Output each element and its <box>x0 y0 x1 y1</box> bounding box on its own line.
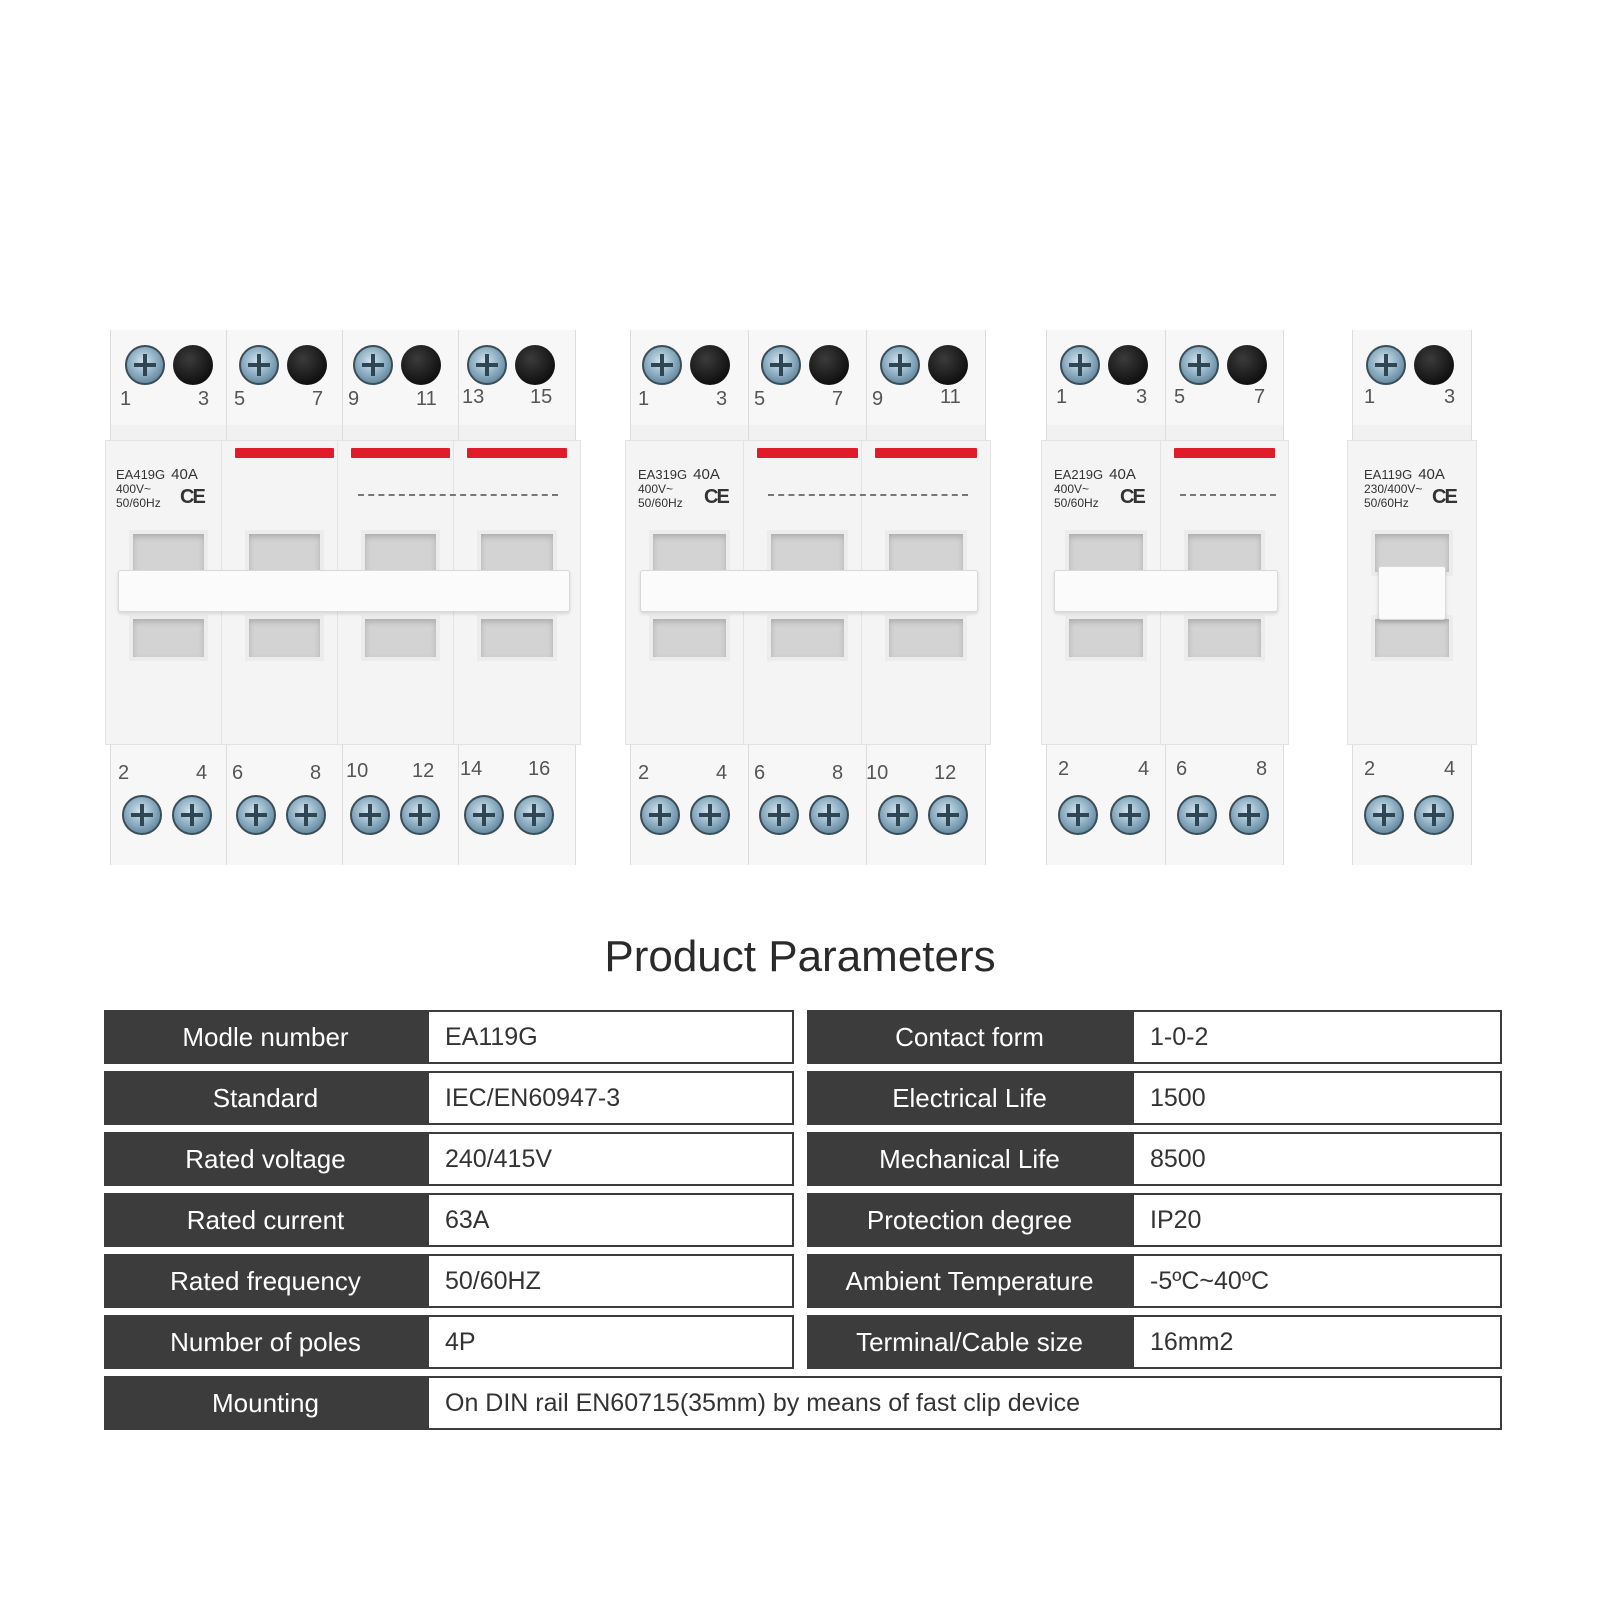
param-value: On DIN rail EN60715(35mm) by means of fast clip device <box>427 1376 1502 1430</box>
param-label: Rated frequency <box>104 1254 427 1308</box>
table-row <box>104 1193 1502 1247</box>
terminal-number: 2 <box>638 762 650 784</box>
terminal-number: 6 <box>754 762 766 784</box>
page-title: Product Parameters <box>604 932 996 981</box>
terminal-number: 5 <box>1174 386 1186 408</box>
terminal-screw-icon <box>1414 795 1454 835</box>
param-label: Ambient Temperature <box>807 1254 1132 1308</box>
switch-3p <box>630 330 986 865</box>
terminal-number: 10 <box>346 760 369 782</box>
terminal-screw-icon <box>172 795 212 835</box>
terminal-number: 4 <box>1138 758 1150 780</box>
table-row <box>104 1010 1502 1064</box>
terminal-screw-icon <box>464 795 504 835</box>
red-indicator-bar <box>875 448 977 458</box>
terminal-number: 8 <box>310 762 322 784</box>
param-label: Number of poles <box>104 1315 427 1369</box>
terminal-screw-icon <box>400 795 440 835</box>
param-label: Contact form <box>807 1010 1132 1064</box>
param-value: -5ºC~40ºC <box>1132 1254 1502 1308</box>
ce-mark: CE <box>1432 486 1456 508</box>
terminal-hole-icon <box>690 345 730 385</box>
switch-lever[interactable] <box>118 570 570 612</box>
terminal-screw-icon <box>928 795 968 835</box>
terminal-hole-icon <box>928 345 968 385</box>
red-indicator-bar <box>351 448 450 458</box>
terminal-number: 1 <box>120 388 132 410</box>
param-value: 63A <box>427 1193 794 1247</box>
terminal-hole-icon <box>809 345 849 385</box>
terminal-screw-icon <box>353 345 393 385</box>
param-value: IP20 <box>1132 1193 1502 1247</box>
terminal-hole-icon <box>173 345 213 385</box>
terminal-number: 7 <box>1254 386 1266 408</box>
terminal-number: 3 <box>1444 386 1456 408</box>
terminal-number: 4 <box>1444 758 1456 780</box>
terminal-number: 5 <box>754 388 766 410</box>
terminal-number: 15 <box>530 386 553 408</box>
table-row <box>104 1071 1502 1125</box>
terminal-number: 2 <box>118 762 130 784</box>
terminal-number: 11 <box>940 386 961 408</box>
red-indicator-bar <box>757 448 858 458</box>
terminal-number: 8 <box>1256 758 1268 780</box>
terminal-screw-icon <box>467 345 507 385</box>
switch-lever[interactable] <box>1054 570 1278 612</box>
terminal-screw-icon <box>236 795 276 835</box>
switch-lever[interactable] <box>640 570 978 612</box>
terminal-number: 3 <box>716 388 728 410</box>
wiring-diagram <box>1180 494 1276 496</box>
rating-label: EA219G 40A 400V~ 50/60Hz <box>1054 466 1136 510</box>
param-label: Mounting <box>104 1376 427 1430</box>
terminal-hole-icon <box>287 345 327 385</box>
terminal-number: 1 <box>638 388 650 410</box>
terminal-number: 3 <box>198 388 210 410</box>
terminal-screw-icon <box>640 795 680 835</box>
terminal-screw-icon <box>761 345 801 385</box>
param-label: Electrical Life <box>807 1071 1132 1125</box>
terminal-number: 1 <box>1056 386 1068 408</box>
terminal-number: 7 <box>832 388 844 410</box>
param-label: Terminal/Cable size <box>807 1315 1132 1369</box>
table-row <box>104 1315 1502 1369</box>
switch-2p <box>1046 330 1284 865</box>
terminal-screw-icon <box>125 345 165 385</box>
switch-4p <box>110 330 576 865</box>
terminal-hole-icon <box>1414 345 1454 385</box>
terminal-screw-icon <box>690 795 730 835</box>
red-indicator-bar <box>235 448 334 458</box>
terminal-screw-icon <box>1110 795 1150 835</box>
terminal-number: 10 <box>866 762 889 784</box>
ce-mark: CE <box>1120 486 1144 508</box>
terminal-number: 3 <box>1136 386 1148 408</box>
terminal-screw-icon <box>514 795 554 835</box>
terminal-screw-icon <box>286 795 326 835</box>
param-value: EA119G <box>427 1010 794 1064</box>
terminal-number: 5 <box>234 388 246 410</box>
param-value: 1-0-2 <box>1132 1010 1502 1064</box>
param-label: Mechanical Life <box>807 1132 1132 1186</box>
rating-label: EA119G 40A 230/400V~ 50/60Hz <box>1364 466 1445 510</box>
terminal-screw-icon <box>1364 795 1404 835</box>
terminal-number: 14 <box>460 758 483 780</box>
terminal-screw-icon <box>642 345 682 385</box>
terminal-number: 16 <box>528 758 551 780</box>
param-label: Rated voltage <box>104 1132 427 1186</box>
param-value: 8500 <box>1132 1132 1502 1186</box>
terminal-hole-icon <box>401 345 441 385</box>
terminal-hole-icon <box>1108 345 1148 385</box>
param-value: 4P <box>427 1315 794 1369</box>
terminal-screw-icon <box>809 795 849 835</box>
terminal-number: 2 <box>1058 758 1070 780</box>
param-label: Protection degree <box>807 1193 1132 1247</box>
terminal-screw-icon <box>350 795 390 835</box>
terminal-screw-icon <box>878 795 918 835</box>
terminal-screw-icon <box>1058 795 1098 835</box>
terminal-screw-icon <box>880 345 920 385</box>
terminal-screw-icon <box>1229 795 1269 835</box>
terminal-number: 11 <box>416 388 437 410</box>
param-value: IEC/EN60947-3 <box>427 1071 794 1125</box>
terminal-number: 4 <box>716 762 728 784</box>
terminal-number: 9 <box>348 388 360 410</box>
terminal-number: 4 <box>196 762 208 784</box>
param-value: 50/60HZ <box>427 1254 794 1308</box>
terminal-screw-icon <box>1179 345 1219 385</box>
red-indicator-bar <box>1174 448 1275 458</box>
terminal-number: 2 <box>1364 758 1376 780</box>
wiring-diagram <box>768 494 968 496</box>
terminal-screw-icon <box>239 345 279 385</box>
param-value: 240/415V <box>427 1132 794 1186</box>
terminal-number: 8 <box>832 762 844 784</box>
terminal-number: 6 <box>232 762 244 784</box>
param-label: Rated current <box>104 1193 427 1247</box>
terminal-number: 1 <box>1364 386 1376 408</box>
terminal-screw-icon <box>1366 345 1406 385</box>
table-row <box>104 1254 1502 1308</box>
terminal-hole-icon <box>515 345 555 385</box>
terminal-hole-icon <box>1227 345 1267 385</box>
param-label: Modle number <box>104 1010 427 1064</box>
param-value: 16mm2 <box>1132 1315 1502 1369</box>
rating-label: EA319G 40A 400V~ 50/60Hz <box>638 466 720 510</box>
terminal-screw-icon <box>1060 345 1100 385</box>
terminal-number: 6 <box>1176 758 1188 780</box>
param-label: Standard <box>104 1071 427 1125</box>
terminal-number: 13 <box>462 386 485 408</box>
terminal-number: 9 <box>872 388 884 410</box>
red-indicator-bar <box>467 448 567 458</box>
switch-1p <box>1352 330 1472 865</box>
wiring-diagram <box>358 494 558 496</box>
terminal-screw-icon <box>1177 795 1217 835</box>
table-row <box>104 1132 1502 1186</box>
table-row-mounting <box>104 1376 1502 1430</box>
rating-label: EA419G 40A 400V~ 50/60Hz <box>116 466 198 510</box>
param-value: 1500 <box>1132 1071 1502 1125</box>
terminal-number: 7 <box>312 388 324 410</box>
switch-lever[interactable] <box>1378 566 1446 620</box>
ce-mark: CE <box>704 486 728 508</box>
terminal-screw-icon <box>759 795 799 835</box>
terminal-screw-icon <box>122 795 162 835</box>
terminal-number: 12 <box>934 762 957 784</box>
ce-mark: CE <box>180 486 204 508</box>
terminal-number: 12 <box>412 760 435 782</box>
